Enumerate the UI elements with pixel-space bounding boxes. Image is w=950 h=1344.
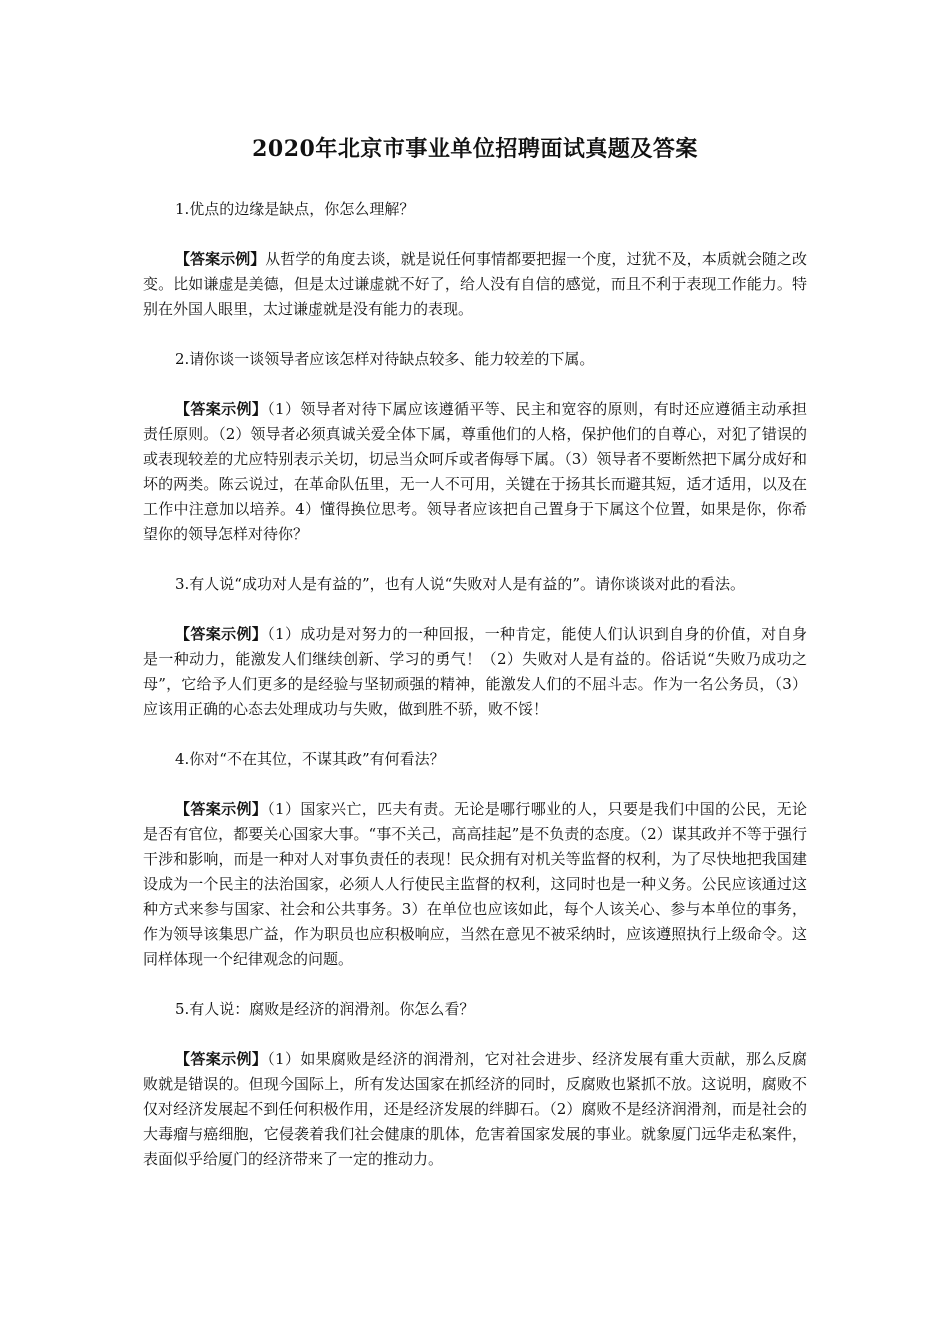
answer-text: （1）成功是对努力的一种回报，一种肯定，能使人们认识到自身的价值，对自身是一种动力，能激发人们继续创新、学习的勇气！（2）失败对人是有益的。俗话说“失败乃成功之母”，它给予人们更多的是经验与坚韧顽强的精神，能激发人们的不屈斗志。作为一名公务员，（3）应该用正确的心态去处理成功与失败，做到胜不骄，败不馁！: [143, 625, 807, 718]
answer-text: （1）国家兴亡，匹夫有责。无论是哪行哪业的人，只要是我们中国的公民，无论是否有官位，都要关心国家大事。“事不关己，高高挂起”是不负责的态度。（2）谋其政并不等于强行干涉和影响，而是一种对人对事负责任的表现！民众拥有对机关等监督的权利，为了尽快地把我国建设成为一个民主的法治国家，必须人人行使民主监督的权利，这同时也是一种义务。公民应该通过这种方式来参与国家、社会和公共事务。3）在单位也应该如此，每个人该关心、参与本单位的事务，作为领导该集思广益，作为职员也应积极响应，当然在意见不被采纳时，应该遵照执行上级命令。这同样体现一个纪律观念的问题。: [143, 800, 807, 968]
answer-3: [143, 622, 807, 722]
document-title: 2020年北京市事业单位招聘面试真题及答案: [252, 136, 698, 162]
answer-label: 【答案示例】: [175, 1050, 268, 1068]
answer-label: 【答案示例】: [175, 250, 266, 268]
question-3: 3.有人说“成功对人是有益的”，也有人说“失败对人是有益的”。请你谈谈对此的看法。: [175, 575, 745, 593]
answer-2: [143, 397, 807, 547]
answer-1: [143, 247, 807, 322]
answer-4: [143, 797, 807, 972]
answer-text: （1）如果腐败是经济的润滑剂，它对社会进步、经济发展有重大贡献，那么反腐败就是错误的。但现今国际上，所有发达国家在抓经济的同时，反腐败也紧抓不放。这说明，腐败不仅对经济发展起不到任何积极作用，还是经济发展的绊脚石。（2）腐败不是经济润滑剂，而是社会的大毒瘤与癌细胞，它侵袭着我们社会健康的肌体，危害着国家发展的事业。就象厦门远华走私案件，表面似乎给厦门的经济带来了一定的推动力。: [143, 1050, 807, 1168]
document-body: [143, 197, 807, 1197]
question-5: 5.有人说：腐败是经济的润滑剂。你怎么看？: [175, 1000, 475, 1018]
question-4: 4.你对“不在其位，不谋其政”有何看法？: [175, 750, 445, 768]
question-2: 2.请你谈一谈领导者应该怎样对待缺点较多、能力较差的下属。: [175, 350, 595, 368]
answer-text: 从哲学的角度去谈，就是说任何事情都要把握一个度，过犹不及，本质就会随之改变。比如谦虚是美德，但是太过谦虚就不好了，给人没有自信的感觉，而且不利于表现工作能力。特别在外国人眼里，太过谦虚就是没有能力的表现。: [143, 250, 807, 318]
answer-5: [143, 1047, 807, 1172]
answer-text: （1）领导者对待下属应该遵循平等、民主和宽容的原则，有时还应遵循主动承担责任原则。（2）领导者必须真诚关爱全体下属，尊重他们的人格，保护他们的自尊心，对犯了错误的或表现较差的尤应特别表示关切，切忌当众呵斥或者侮辱下属。（3）领导者不要断然把下属分成好和坏的两类。陈云说过，在革命队伍里，无一人不可用，关键在于扬其长而避其短，适才适用，以及在工作中注意加以培养。4）懂得换位思考。领导者应该把自己置身于下属这个位置，如果是你，你希望你的领导怎样对待你？: [143, 400, 807, 543]
answer-label: 【答案示例】: [175, 625, 268, 643]
answer-label: 【答案示例】: [175, 800, 268, 818]
question-1: 1.优点的边缘是缺点，你怎么理解？: [175, 200, 415, 218]
answer-label: 【答案示例】: [175, 400, 268, 418]
